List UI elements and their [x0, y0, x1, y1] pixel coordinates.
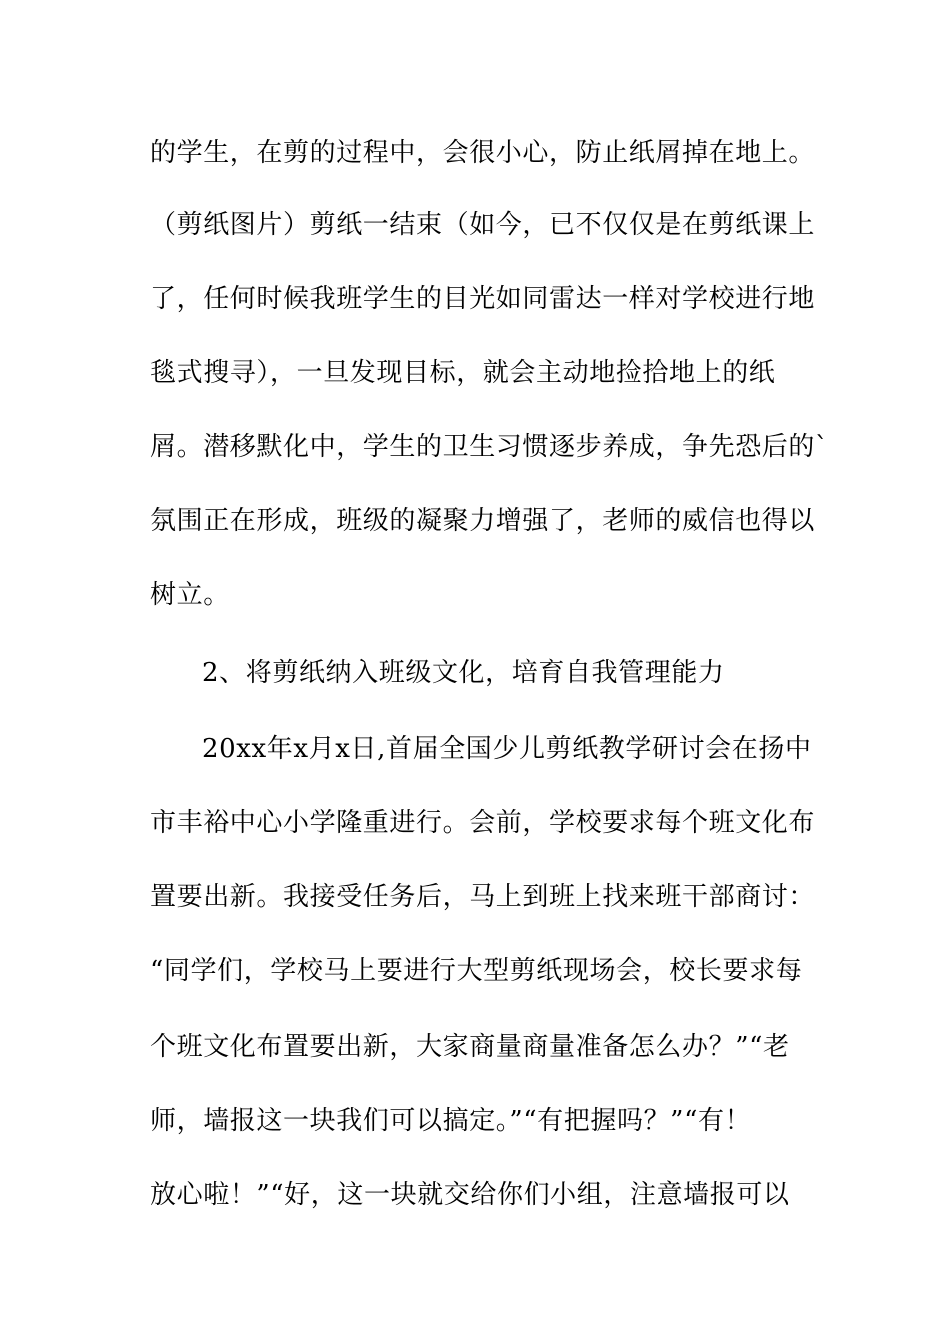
text-line: 个班文化布置要出新，大家商量商量准备怎么办？”“老 [150, 1032, 790, 1062]
text-line: 的学生，在剪的过程中，会很小心，防止纸屑掉在地上。 [150, 138, 816, 168]
text-line: “同学们，学校马上要进行大型剪纸现场会，校长要求每 [150, 956, 803, 986]
text-line: 置要出新。我接受任务后，马上到班上找来班干部商讨： [150, 882, 816, 912]
text-line: 20xx年x月x日,首届全国少儿剪纸教学研讨会在扬中 [202, 734, 812, 764]
text-line: （剪纸图片）剪纸一结束（如今，已不仅仅是在剪纸课上 [150, 210, 816, 240]
text-line: 师，墙报这一块我们可以搞定。”“有把握吗？”“有！ [150, 1106, 752, 1136]
text-line: 了，任何时候我班学生的目光如同雷达一样对学校进行地 [150, 284, 816, 314]
text-line: 氛围正在形成，班级的凝聚力增强了，老师的威信也得以 [150, 506, 816, 536]
text-line: 屑。潜移默化中，学生的卫生习惯逐步养成，争先恐后的` [150, 432, 829, 462]
text-line: 市丰裕中心小学隆重进行。会前，学校要求每个班文化布 [150, 808, 816, 838]
text-line: 树立。 [150, 580, 230, 610]
section-heading: 2、将剪纸纳入班级文化，培育自我管理能力 [202, 658, 725, 688]
text-line: 毯式搜寻），一旦发现目标，就会主动地捡拾地上的纸 [150, 358, 776, 388]
text-line: 放心啦！”“好，这一块就交给你们小组，注意墙报可以 [150, 1180, 790, 1210]
